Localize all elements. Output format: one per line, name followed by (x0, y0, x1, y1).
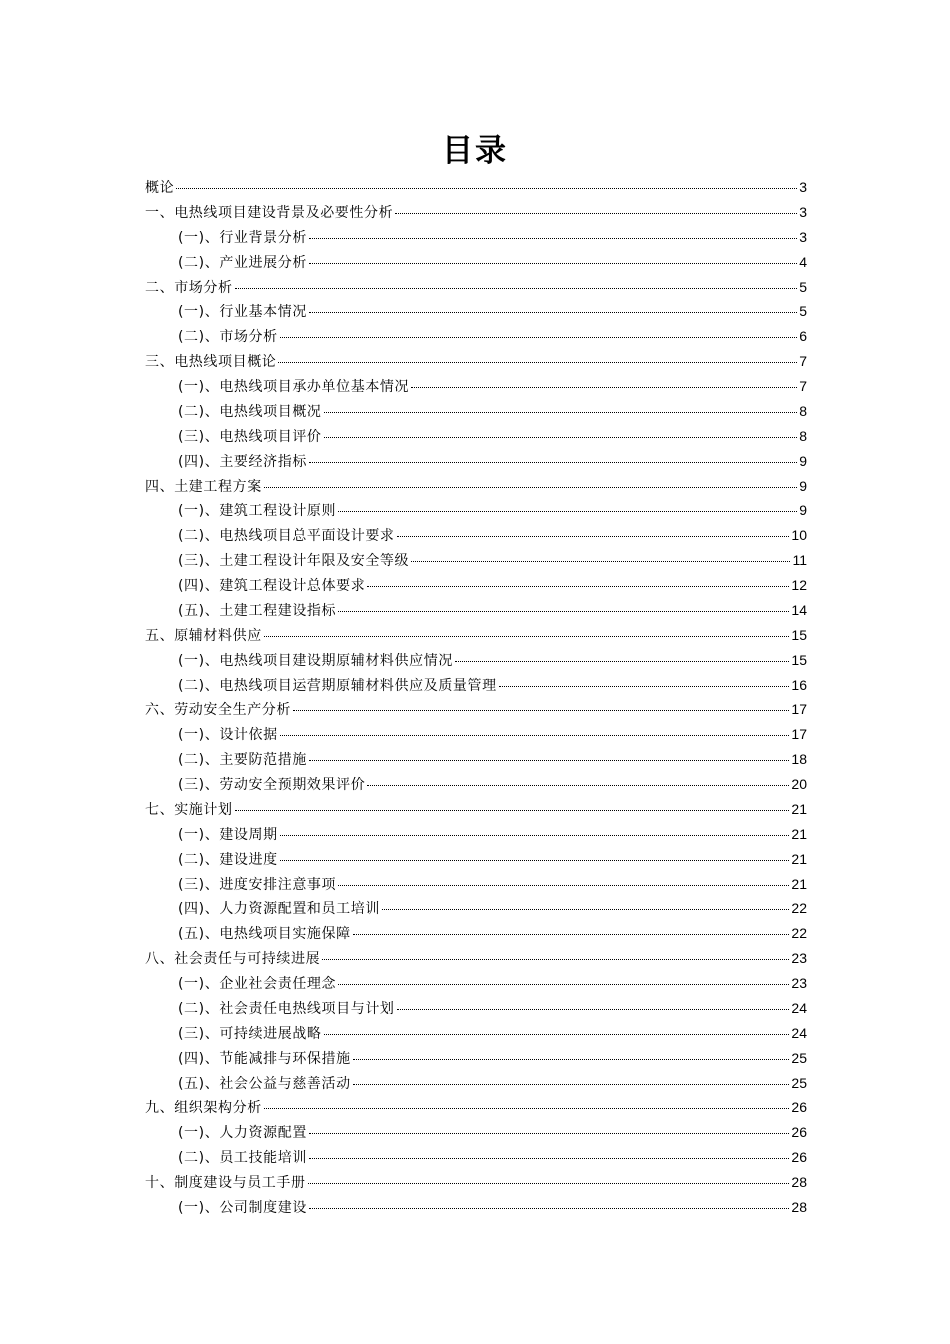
toc-dot-leader (411, 377, 797, 388)
toc-entry[interactable] (145, 1021, 807, 1046)
toc-entry-label: (一)、行业背景分析 (178, 229, 307, 246)
toc-dot-leader (338, 601, 789, 612)
toc-dot-leader (397, 526, 790, 537)
toc-entry[interactable] (145, 200, 807, 225)
toc-entry-label: (一)、电热线项目承办单位基本情况 (178, 379, 410, 395)
toc-entry-page-number: 28 (791, 1198, 807, 1215)
toc-entry-page-number: 26 (791, 1149, 807, 1166)
toc-entry[interactable] (145, 498, 807, 523)
toc-entry-page-number: 21 (791, 875, 807, 892)
toc-dot-leader (309, 452, 797, 463)
toc-entry[interactable] (145, 374, 807, 399)
toc-entry-page-number: 25 (791, 1074, 807, 1091)
toc-entry[interactable] (145, 548, 807, 573)
toc-dot-leader (324, 402, 798, 413)
toc-entry-page-number: 21 (791, 800, 807, 817)
toc-dot-leader (338, 875, 789, 886)
toc-entry-page-number: 22 (791, 925, 807, 942)
toc-entry-page-number: 14 (791, 601, 807, 618)
toc-entry-page-number: 3 (799, 203, 807, 220)
toc-dot-leader (309, 253, 797, 264)
toc-entry-page-number: 26 (791, 1124, 807, 1141)
toc-dot-leader (176, 178, 797, 189)
toc-entry-label: (四)、主要经济指标 (178, 453, 307, 470)
toc-dot-leader (309, 302, 797, 313)
toc-entry-label: 六、劳动安全生产分析 (145, 702, 291, 719)
toc-entry-label: (二)、电热线项目概况 (178, 403, 322, 420)
toc-dot-leader (382, 899, 789, 910)
toc-dot-leader (235, 800, 790, 811)
toc-dot-leader (264, 626, 790, 637)
toc-entry-page-number: 7 (799, 378, 807, 394)
toc-dot-leader (309, 1198, 789, 1209)
toc-entry-page-number: 15 (791, 651, 807, 668)
toc-entry-label: (一)、人力资源配置 (178, 1125, 307, 1142)
toc-entry-page-number: 12 (791, 577, 807, 593)
toc-dot-leader (280, 725, 790, 736)
toc-dot-leader (397, 999, 790, 1010)
toc-entry[interactable] (145, 598, 807, 623)
toc-dot-leader (280, 850, 790, 861)
toc-entry[interactable] (145, 299, 807, 324)
toc-entry-page-number: 11 (792, 552, 807, 569)
toc-entry[interactable] (145, 324, 807, 349)
toc-entry-label: (三)、进度安排注意事项 (178, 876, 337, 893)
toc-entry-label: (二)、电热线项目运营期原辅材料供应及质量管理 (178, 677, 497, 694)
toc-entry-page-number: 17 (791, 726, 807, 743)
toc-entry[interactable] (145, 175, 807, 200)
toc-entry-page-number: 26 (791, 1099, 807, 1116)
toc-entry-label: 七、实施计划 (145, 801, 233, 818)
toc-entry[interactable] (145, 399, 807, 424)
toc-entry-page-number: 23 (791, 975, 807, 991)
toc-entry-page-number: 9 (799, 502, 807, 519)
toc-list (145, 175, 807, 1220)
toc-entry-label: (三)、劳动安全预期效果评价 (178, 777, 366, 793)
toc-entry[interactable] (145, 424, 807, 449)
toc-dot-leader (280, 825, 790, 836)
toc-entry[interactable] (145, 673, 807, 698)
toc-entry[interactable] (145, 449, 807, 474)
toc-entry-page-number: 3 (799, 179, 807, 195)
toc-entry-label: 五、原辅材料供应 (145, 627, 262, 644)
toc-entry-label: (二)、市场分析 (178, 329, 278, 346)
toc-entry[interactable] (145, 1071, 807, 1096)
toc-entry-page-number: 5 (799, 278, 807, 295)
toc-entry[interactable] (145, 946, 807, 971)
toc-dot-leader (264, 477, 797, 488)
toc-entry-label: (五)、电热线项目实施保障 (178, 926, 351, 943)
toc-dot-leader (309, 1148, 789, 1159)
toc-entry-label: (四)、节能减排与环保措施 (178, 1050, 351, 1067)
toc-entry-page-number: 15 (791, 626, 807, 643)
toc-entry-page-number: 6 (799, 328, 807, 345)
toc-entry-page-number: 7 (799, 353, 807, 370)
toc-entry-label: (一)、企业社会责任理念 (178, 976, 337, 992)
toc-entry-label: (四)、建筑工程设计总体要求 (178, 578, 366, 594)
toc-entry-label: (五)、社会公益与慈善活动 (178, 1075, 351, 1092)
toc-entry-label: (一)、电热线项目建设期原辅材料供应情况 (178, 652, 453, 669)
toc-dot-leader (235, 278, 798, 289)
toc-entry-page-number: 9 (799, 452, 807, 469)
toc-entry-label: 九、组织架构分析 (145, 1100, 262, 1117)
toc-entry-label: 一、电热线项目建设背景及必要性分析 (145, 204, 394, 221)
toc-entry-label: (三)、可持续进展战略 (178, 1025, 322, 1042)
toc-entry[interactable] (145, 349, 807, 374)
toc-entry-label: 二、市场分析 (145, 279, 233, 296)
toc-entry-label: (五)、土建工程建设指标 (178, 602, 337, 619)
toc-entry-label: (一)、建筑工程设计原则 (178, 503, 337, 520)
toc-entry-page-number: 28 (791, 1174, 807, 1190)
toc-entry-label: (二)、建设进度 (178, 851, 278, 868)
toc-dot-leader (309, 228, 797, 239)
toc-dot-leader (411, 551, 790, 562)
toc-entry[interactable] (145, 573, 807, 598)
toc-entry-label: 八、社会责任与可持续进展 (145, 951, 321, 968)
toc-entry-page-number: 22 (791, 900, 807, 917)
toc-entry[interactable] (145, 275, 807, 300)
toc-entry-page-number: 9 (799, 477, 807, 494)
toc-entry-page-number: 23 (791, 950, 807, 967)
toc-entry[interactable] (145, 1170, 807, 1195)
toc-entry[interactable] (145, 722, 807, 747)
toc-entry-label: 十、制度建设与员工手册 (145, 1175, 306, 1191)
toc-entry[interactable] (145, 797, 807, 822)
toc-dot-leader (338, 501, 797, 512)
toc-entry-label: (二)、电热线项目总平面设计要求 (178, 528, 395, 545)
toc-entry-page-number: 20 (791, 776, 807, 792)
toc-entry[interactable] (145, 747, 807, 772)
toc-entry-label: (三)、电热线项目评价 (178, 428, 322, 445)
toc-dot-leader (324, 1024, 790, 1035)
toc-entry[interactable] (145, 648, 807, 673)
toc-entry-label: (二)、社会责任电热线项目与计划 (178, 1000, 395, 1017)
toc-entry[interactable] (145, 1046, 807, 1071)
toc-entry[interactable] (145, 623, 807, 648)
toc-dot-leader (324, 427, 798, 438)
toc-entry[interactable] (145, 250, 807, 275)
toc-entry[interactable] (145, 847, 807, 872)
toc-dot-leader (278, 352, 797, 363)
toc-entry-page-number: 10 (791, 527, 807, 544)
toc-entry-label: (一)、公司制度建设 (178, 1199, 307, 1216)
toc-entry-page-number: 4 (799, 253, 807, 270)
toc-entry-page-number: 21 (791, 825, 807, 842)
toc-entry-page-number: 8 (799, 402, 807, 419)
toc-entry[interactable] (145, 523, 807, 548)
toc-entry[interactable] (145, 921, 807, 946)
toc-dot-leader (293, 700, 789, 711)
toc-dot-leader (322, 949, 789, 960)
toc-dot-leader (455, 651, 789, 662)
toc-entry[interactable] (145, 996, 807, 1021)
toc-entry[interactable] (145, 474, 807, 499)
toc-entry[interactable] (145, 225, 807, 250)
toc-entry-page-number: 17 (791, 701, 807, 718)
toc-dot-leader (280, 327, 797, 338)
toc-entry[interactable] (145, 872, 807, 897)
toc-entry[interactable] (145, 772, 807, 797)
toc-entry-label: (二)、产业进展分析 (178, 254, 307, 271)
toc-entry[interactable] (145, 1120, 807, 1145)
toc-dot-leader (367, 576, 789, 587)
toc-dot-leader (308, 1173, 790, 1184)
toc-dot-leader (309, 1123, 789, 1134)
toc-entry-page-number: 24 (791, 1024, 807, 1041)
toc-entry-page-number: 25 (791, 1049, 807, 1066)
toc-entry-page-number: 18 (791, 751, 807, 768)
toc-entry-page-number: 5 (799, 303, 807, 320)
toc-entry[interactable] (145, 971, 807, 996)
toc-dot-leader (499, 676, 790, 687)
toc-dot-leader (353, 924, 790, 935)
toc-entry-label: 三、电热线项目概论 (145, 354, 277, 371)
toc-entry-page-number: 21 (791, 850, 807, 867)
toc-dot-leader (338, 974, 789, 985)
toc-dot-leader (395, 203, 797, 214)
toc-entry-page-number: 8 (799, 427, 807, 444)
toc-entry[interactable] (145, 822, 807, 847)
toc-entry[interactable] (145, 697, 807, 722)
toc-entry-label: (一)、建设周期 (178, 826, 278, 843)
toc-entry-label: 四、土建工程方案 (145, 478, 262, 495)
toc-dot-leader (353, 1074, 790, 1085)
toc-title: 目录 (442, 133, 508, 169)
toc-dot-leader (367, 775, 789, 786)
toc-entry[interactable] (145, 1145, 807, 1170)
toc-entry-page-number: 24 (791, 999, 807, 1016)
toc-entry-label: (一)、设计依据 (178, 727, 278, 744)
toc-dot-leader (353, 1049, 790, 1060)
toc-entry-label: 概论 (145, 180, 175, 196)
toc-dot-leader (309, 750, 789, 761)
toc-dot-leader (264, 1098, 790, 1109)
toc-entry-label: (四)、人力资源配置和员工培训 (178, 901, 380, 918)
toc-entry-label: (二)、主要防范措施 (178, 752, 307, 769)
toc-entry-page-number: 3 (799, 228, 807, 245)
toc-entry-label: (一)、行业基本情况 (178, 304, 307, 321)
toc-entry-page-number: 16 (791, 676, 807, 693)
toc-entry[interactable] (145, 1095, 807, 1120)
toc-entry[interactable] (145, 896, 807, 921)
toc-entry[interactable] (145, 1195, 807, 1220)
toc-entry-label: (二)、员工技能培训 (178, 1150, 307, 1167)
toc-entry-label: (三)、土建工程设计年限及安全等级 (178, 553, 410, 570)
